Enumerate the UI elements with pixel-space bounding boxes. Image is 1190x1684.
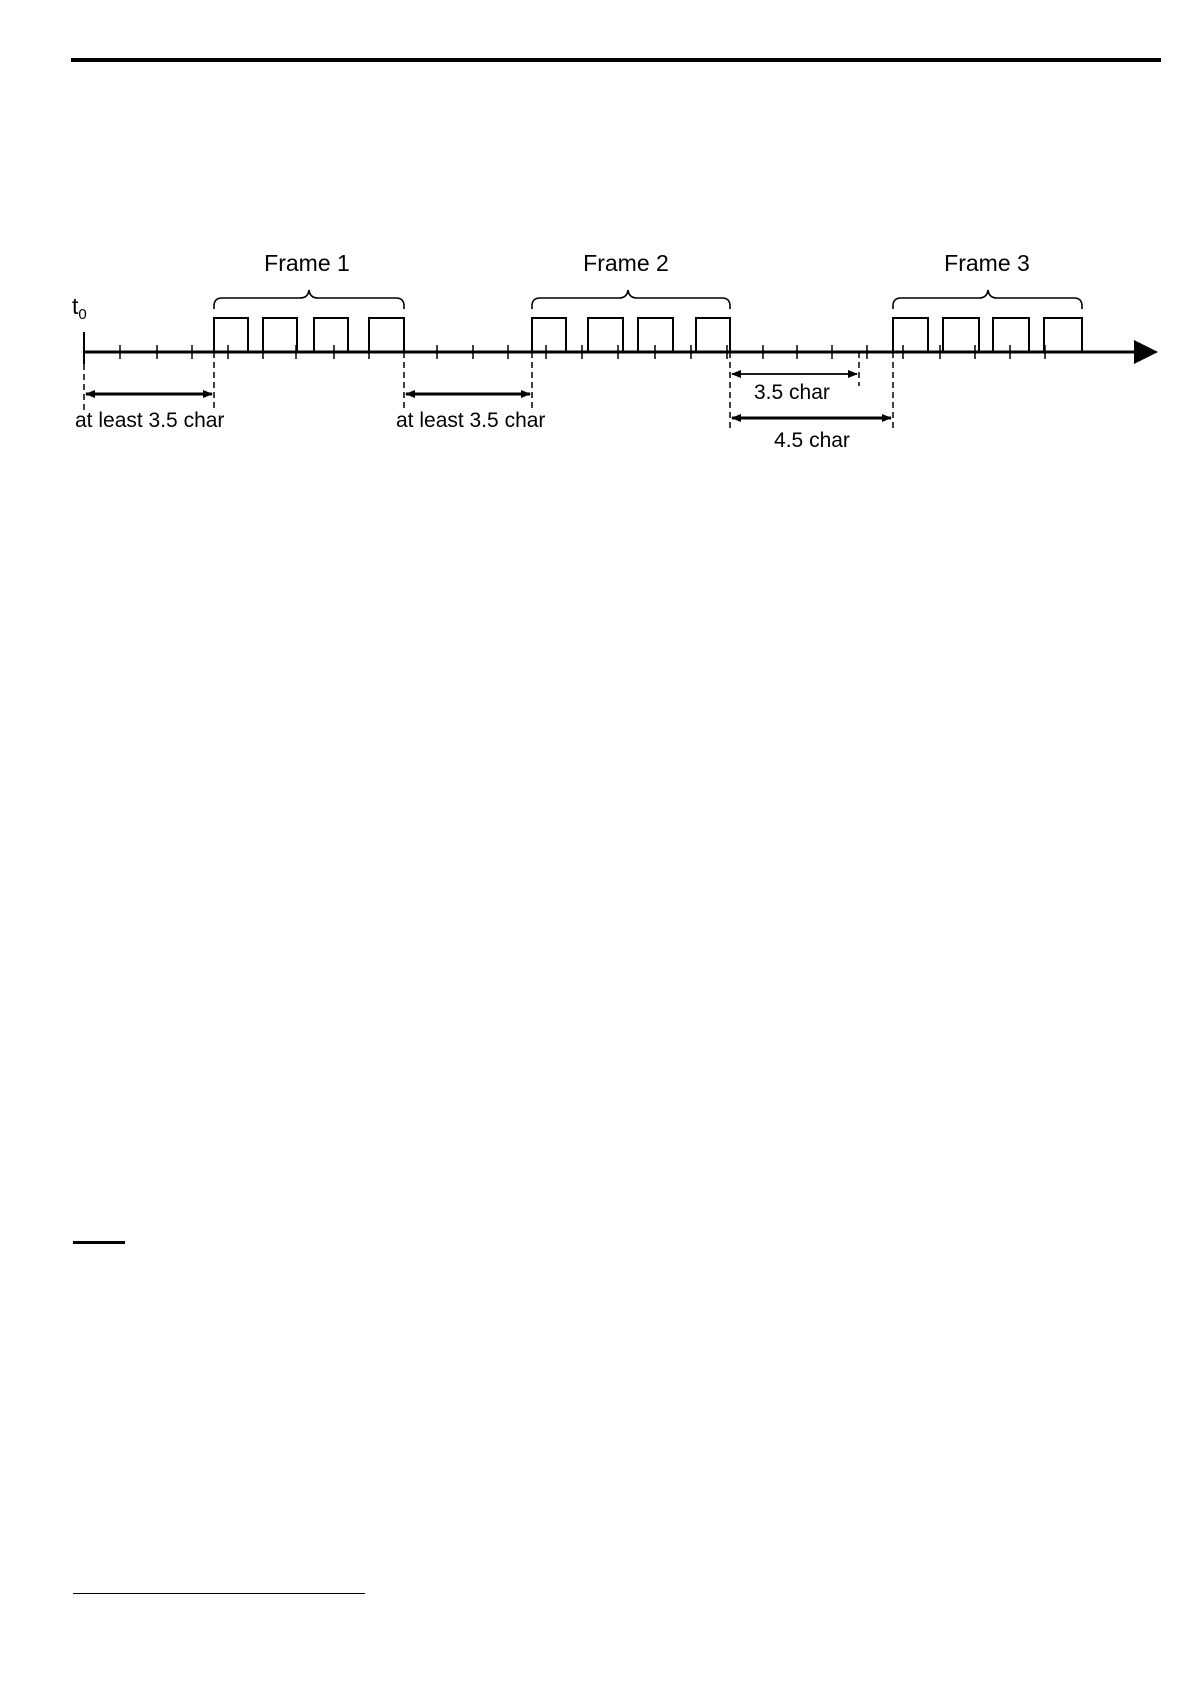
gap-1-label: at least 3.5 char bbox=[75, 409, 225, 432]
gap-3-label: 3.5 char bbox=[754, 381, 830, 404]
frame-3-brace bbox=[893, 290, 1082, 309]
note-rule bbox=[73, 1241, 125, 1244]
frame-1-characters bbox=[214, 318, 404, 352]
frame-3-char-3 bbox=[993, 318, 1029, 352]
gap-2-label: at least 3.5 char bbox=[396, 409, 546, 432]
frame-3 bbox=[893, 250, 1082, 352]
frame-3-characters bbox=[893, 318, 1082, 352]
frame-1-char-3 bbox=[314, 318, 348, 352]
frame-1-char-2 bbox=[263, 318, 297, 352]
frame-1-label: Frame 1 bbox=[264, 250, 350, 276]
frame-2-characters bbox=[532, 318, 730, 352]
gap-4-label: 4.5 char bbox=[774, 429, 850, 452]
frame-3-char-1 bbox=[893, 318, 928, 352]
time-axis-arrowhead bbox=[1134, 340, 1158, 364]
frame-2-label: Frame 2 bbox=[583, 250, 669, 276]
frame-1-char-1 bbox=[214, 318, 248, 352]
modbus-frame-timing-diagram bbox=[0, 0, 1190, 480]
frame-2-brace bbox=[532, 290, 730, 309]
frame-1-brace bbox=[214, 290, 404, 309]
footnote-separator bbox=[73, 1593, 365, 1594]
frame-2-char-1 bbox=[532, 318, 566, 352]
frame-1-char-4 bbox=[369, 318, 404, 352]
frame-1 bbox=[214, 250, 404, 352]
frame-3-char-4 bbox=[1044, 318, 1082, 352]
frame-3-label: Frame 3 bbox=[944, 250, 1030, 276]
frame-2-char-4 bbox=[696, 318, 730, 352]
frame-2 bbox=[532, 250, 730, 352]
time-origin-label: $t_0$ bbox=[72, 293, 87, 323]
frame-3-char-2 bbox=[943, 318, 979, 352]
